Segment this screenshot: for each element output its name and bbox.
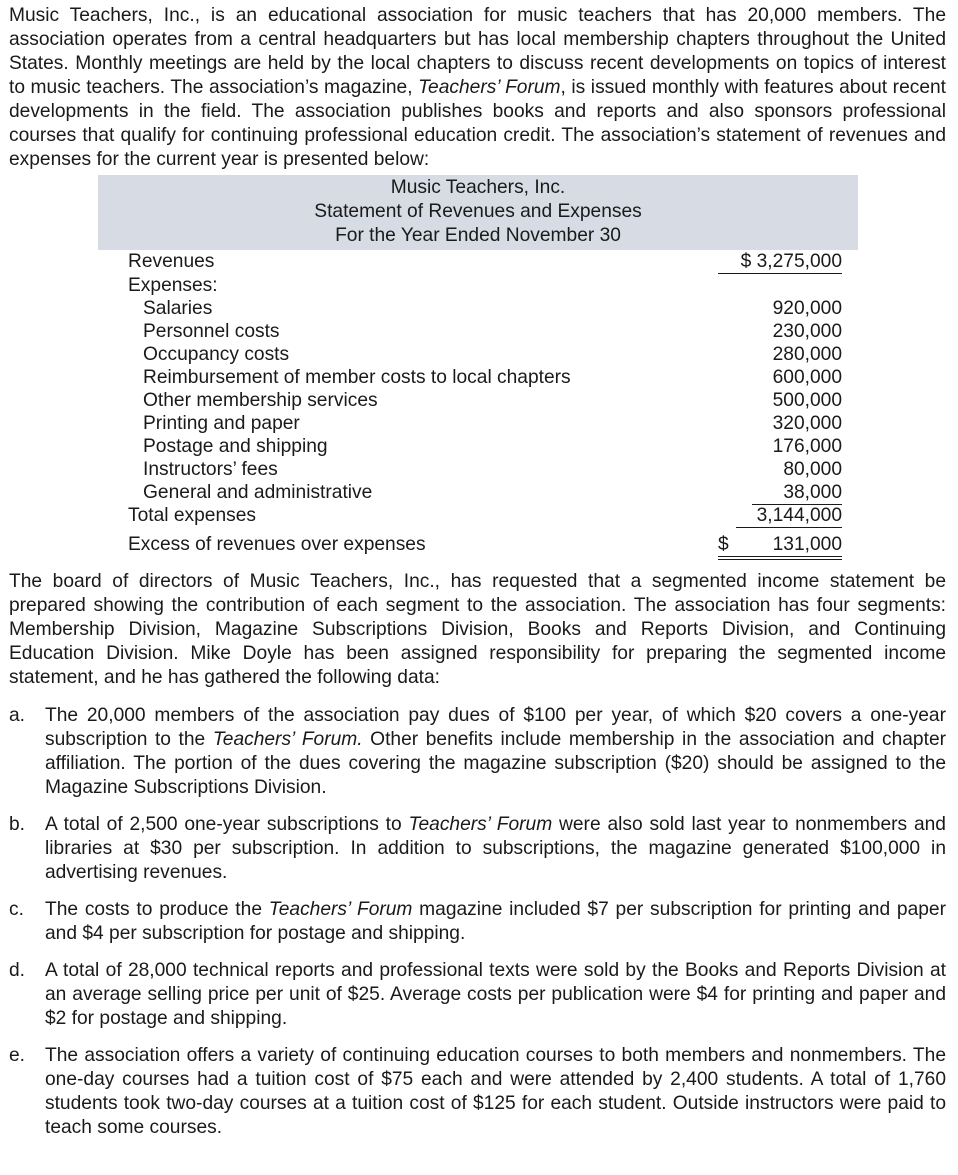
income-statement [98,175,868,556]
data-item [9,959,946,1031]
excess-dollar-sign: $ [718,534,729,555]
excess-amount: 131,000 [772,534,842,555]
item-text-post: were also sold last year to nonmembers and libraries at $30 per subscription. In addition to subscriptions, the magazine generated $100,000 in advertising revenues. [45,814,946,883]
expense-label: Instructors’ fees [143,459,278,480]
expenses-heading-row [98,274,858,297]
total-expenses-row [98,504,858,527]
item-text-italic: Teachers’ Forum [408,814,553,835]
expense-amount: 320,000 [772,413,842,434]
item-text [45,898,946,946]
item-letter: e. [9,1045,26,1066]
item-text [45,959,946,1031]
data-item [9,704,946,800]
expense-label: General and administrative [143,482,373,503]
expense-amount: 280,000 [772,344,842,365]
item-text-post: magazine included $7 per subscription for printing and paper and $4 per subscription for postage and shipping. [45,899,946,944]
expense-amount: 230,000 [772,321,842,342]
statement-title: Music Teachers, Inc. [390,177,566,198]
expense-label: Personnel costs [143,321,280,342]
expense-label: Postage and shipping [143,436,328,457]
expense-amount: 500,000 [772,390,842,411]
item-text-post: Other benefits include membership in the association and chapter affiliation. The portion of the dues covering the magazine subscription ($20) should be assigned to the Magazine Subscriptions Division. [45,729,946,798]
magazine-name: Teachers’ Forum [418,77,561,98]
expense-amount: 38,000 [752,481,842,505]
item-text-pre: A total of 2,500 one-year subscriptions to [45,814,409,835]
total-expenses-amount: 3,144,000 [736,504,842,528]
expense-row [98,343,858,366]
revenues-amount: $ 3,275,000 [718,250,842,274]
item-text [45,704,946,800]
intro-text-2: , is issued monthly with features about recent developments in the field. The association publishes books and reports and also sponsors professional courses that qualify for continuing professional education credit. The association’s statement of revenues and expenses for the current year is presented below: [9,77,947,170]
expense-amount: 920,000 [772,298,842,319]
expense-amount: 600,000 [772,367,842,388]
intro-text-1: Music Teachers, Inc., is an educational association for music teachers that has 20,000 members. The association operates from a central headquarters but has local membership chapters throughout the United States. Monthly meetings are held by the local chapters to discuss recent developments on topics of interest to music teachers. The association’s magazine, [9,5,946,98]
excess-label: Excess of revenues over expenses [128,534,426,555]
item-text-pre: The association offers a variety of continuing education courses to both members and nonmembers. The one-day courses had a tuition cost of $75 each and were attended by 2,400 students. A total of 1,760 students took two-day courses at a tuition cost of $125 for each student. Outside instructors were paid to teach some courses. [45,1045,946,1138]
item-text-pre: The 20,000 members of the association pay dues of $100 per year, of which $20 covers a one-year subscription to the [45,705,946,750]
data-item [9,813,946,885]
excess-row [98,533,858,556]
item-letter: d. [9,960,26,981]
statement-rows [98,250,858,556]
expenses-label: Expenses: [128,275,218,296]
expense-list [98,297,858,504]
board-paragraph: The board of directors of Music Teachers, Inc., has requested that a segmented income statement be prepared showing the contribution of each segment to the association. The association has four segments: Membership Division, Magazine Subscriptions Division, Books and Reports Division, and Continuing Education Division. Mike Doyle has been assigned responsibility for preparing the segmented income statement, and he has gathered the following data: [9,571,946,688]
expense-label: Reimbursement of member costs to local chapters [143,367,571,388]
expense-row [98,412,858,435]
item-text [45,813,946,885]
total-expenses-label: Total expenses [128,505,256,526]
expense-label: Salaries [143,298,213,319]
item-text-italic: Teachers’ Forum [268,899,413,920]
statement-header [98,175,858,250]
expense-label: Other membership services [143,390,378,411]
intro-paragraph [9,4,946,172]
expense-label: Printing and paper [143,413,300,434]
expense-row [98,435,858,458]
expense-row [98,458,858,481]
expense-row [98,297,858,320]
excess-amount-cell [718,533,842,560]
expense-label: Occupancy costs [143,344,290,365]
expense-row [98,366,858,389]
expense-row [98,389,858,412]
statement-period: For the Year Ended November 30 [335,225,621,246]
data-item [9,898,946,946]
item-text-italic: Teachers’ Forum. [212,729,363,750]
item-text-pre: The costs to produce the [45,899,269,920]
expense-amount: 80,000 [783,459,842,480]
item-letter: b. [9,814,26,835]
item-text [45,1044,946,1140]
item-letter: a. [9,705,26,726]
revenues-row [98,250,858,274]
expense-amount: 176,000 [772,436,842,457]
statement-subtitle: Statement of Revenues and Expenses [314,201,642,222]
item-letter: c. [9,899,24,920]
item-text-pre: A total of 28,000 technical reports and professional texts were sold by the Books and Reports Division at an average selling price per unit of $25. Average costs per publication were $4 for printing and paper and $2 for postage and shipping. [45,960,946,1029]
expense-row [98,320,858,343]
expense-row [98,481,858,504]
revenues-label: Revenues [128,251,215,272]
data-items-list [9,704,946,1140]
data-item [9,1044,946,1140]
